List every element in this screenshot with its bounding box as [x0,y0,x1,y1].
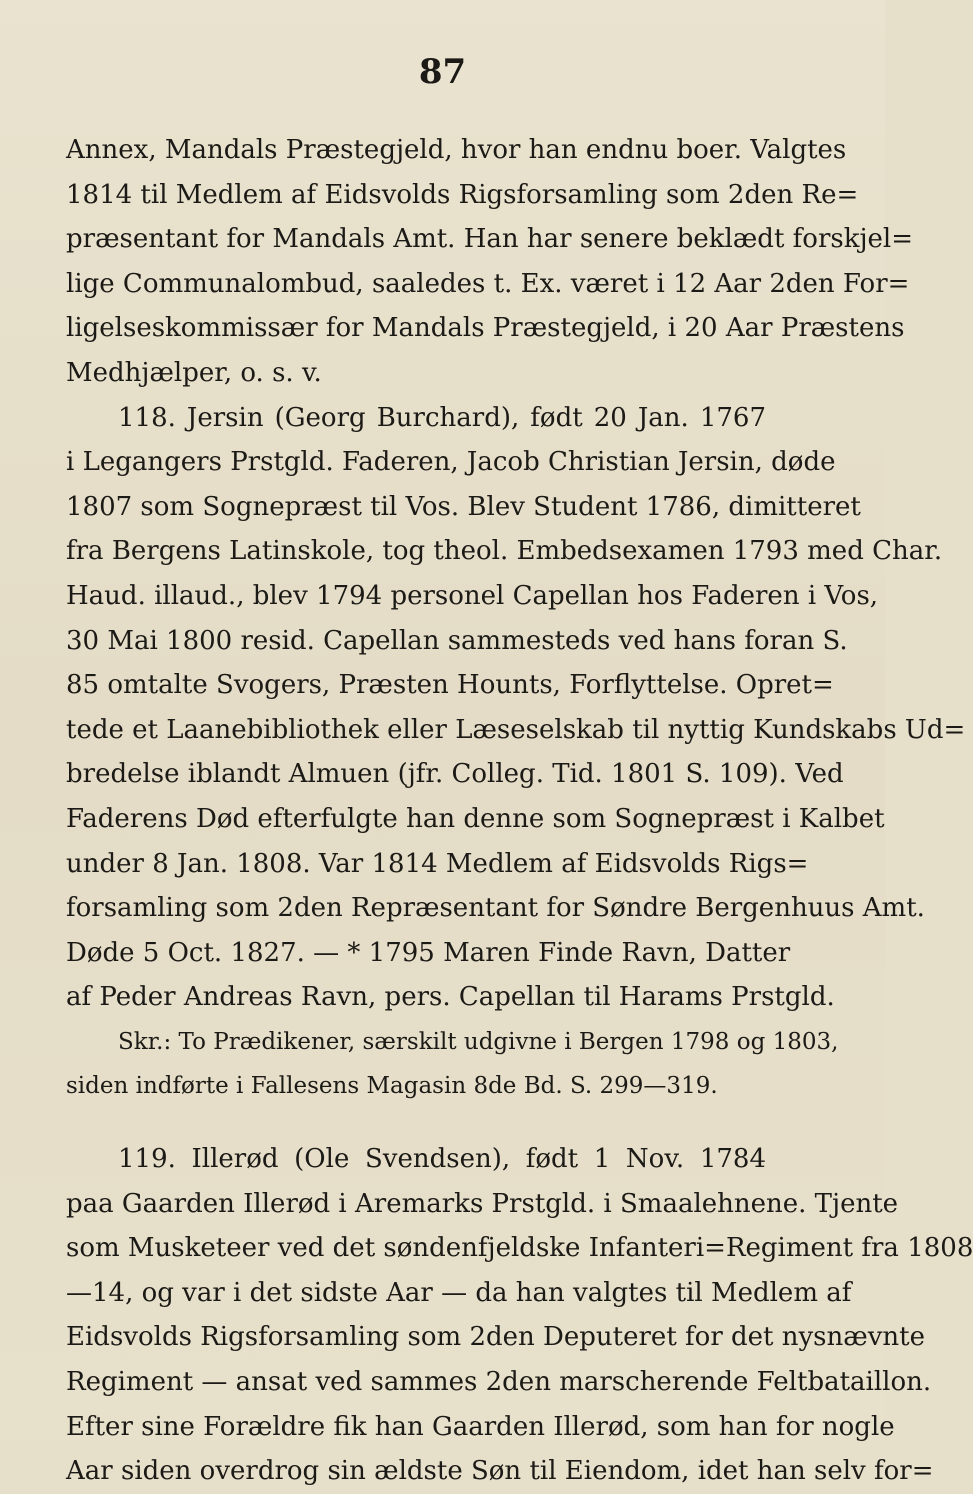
text-line: under 8 Jan. 1808. Var 1814 Medlem af Eidsvolds Rigs= [66,848,809,879]
text-line: 118. Jersin (Georg Burchard), født 20 Jan. 1767 [118,402,766,433]
text-line: bredelse iblandt Almuen (jfr. Colleg. Tid. 1801 S. 109). Ved [66,759,844,790]
text-line: præsentant for Mandals Amt. Han har senere beklædt forskjel= [66,224,914,255]
text-line: tede et Laanebibliothek eller Læseselskab til nyttig Kundskabs Ud= [66,714,966,745]
text-line: 30 Mai 1800 resid. Capellan sammesteds ved hans foran S. [66,625,848,656]
text-line: forsamling som 2den Repræsentant for Søndre Bergenhuus Amt. [66,893,925,924]
text-line: Annex, Mandals Præstegjeld, hvor han endnu boer. Valgtes [66,135,847,165]
text-line: Haud. illaud., blev 1794 personel Capellan hos Faderen i Vos, [66,580,879,611]
text-line: i Legangers Prstgld. Faderen, Jacob Christian Jersin, døde [66,447,836,478]
text-line: paa Gaarden Illerød i Aremarks Prstgld. i Smaalehnene. Tjente [66,1188,899,1219]
text-line: 85 omtalte Svogers, Præsten Hounts, Forflyttelse. Opret= [66,670,834,701]
text-line: 1807 som Sognepræst til Vos. Blev Student 1786, dimitteret [66,491,861,522]
text-line: Medhjælper, o. s. v. [66,357,322,388]
text-line: fra Bergens Latinskole, tog theol. Embedsexamen 1793 med Char. [66,536,943,567]
text-line: Regiment — ansat ved sammes 2den marscherende Feltbataillon. [66,1367,932,1398]
text-line: som Musketeer ved det søndenfjeldske Infanteri=Regiment fra 1808 [66,1233,973,1264]
text-line: ligelseskommissær for Mandals Præstegjeld, i 20 Aar Præstens [66,313,905,344]
text-line: siden indførte i Fallesens Magasin 8de Bd. S. 299—319. [66,1073,718,1100]
page-number: 87 [418,52,467,92]
text-line: Efter sine Forældre fik han Gaarden Illerød, som han for nogle [66,1411,895,1442]
text-line: Faderens Død efterfulgte han denne som Sognepræst i Kalbet [66,803,885,834]
text-line: Skr.: To Prædikener, særskilt udgivne i Bergen 1798 og 1803, [118,1028,839,1055]
text-line: Døde 5 Oct. 1827. — * 1795 Maren Finde Ravn, Datter [66,937,791,968]
text-line: Eidsvolds Rigsforsamling som 2den Deputeret for det nysnævnte [66,1322,925,1353]
text-line: Aar siden overdrog sin ældste Søn til Eiendom, idet han selv for= [66,1456,934,1487]
text-line: 119. Illerød (Ole Svendsen), født 1 Nov. 1784 [118,1144,766,1175]
text-line: 1814 til Medlem af Eidsvolds Rigsforsamling som 2den Re= [66,179,859,210]
body-text [66,128,973,1494]
text-line: lige Communalombud, saaledes t. Ex. været i 12 Aar 2den For= [66,268,910,299]
text-line: —14, og var i det sidste Aar — da han valgtes til Medlem af [66,1277,852,1308]
text-line: af Peder Andreas Ravn, pers. Capellan til Harams Prstgld. [66,982,835,1013]
